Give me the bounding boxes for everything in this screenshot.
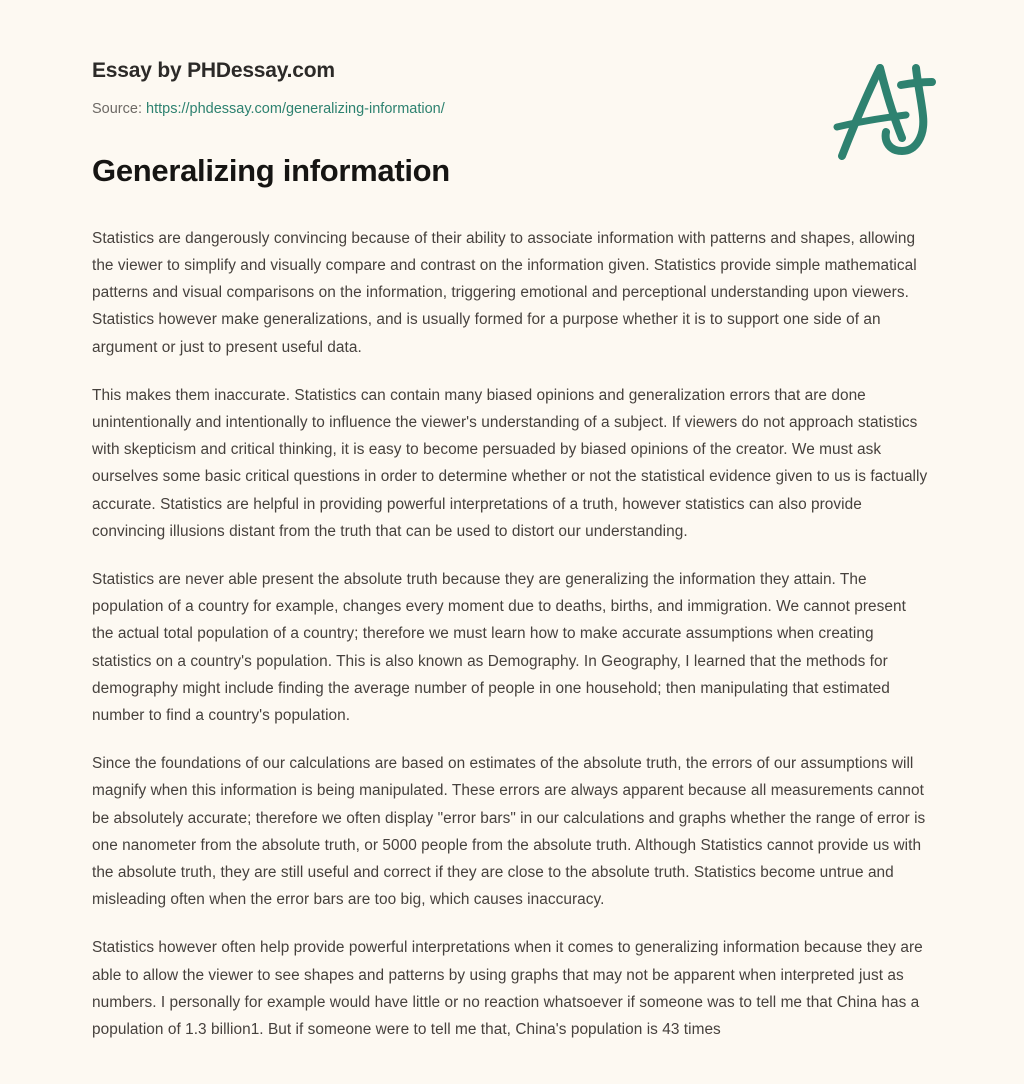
paragraph: This makes them inaccurate. Statistics can contain many biased opinions and generalization errors that are done unintentionally and intentionally to influence the viewer's understanding of a subject. If viewers do not approach statistics with skepticism and critical thinking, it is easy to become persuaded by biased opinions of the creator. We must ask ourselves some basic critical questions in order to determine whether or not the statistical evidence given to us is factually accurate. Statistics are helpful in providing powerful interpretations of a truth, however statistics can also provide convincing illusions distant from the truth that can be used to distort our understanding. [92,386,928,540]
brand-title: Essay by PHDessay.com [92,59,335,82]
paragraph: Statistics are dangerously convincing because of their ability to associate information with patterns and shapes, allowing the viewer to simplify and visually compare and contrast on the information given. Statistics provide simple mathematical patterns and visual comparisons on the information, triggering emotional and perceptional understanding upon viewers. Statistics however make generalizations, and is usually formed for a purpose whether it is to support one side of an argument or just to present useful data. [92,229,917,356]
paragraph: Statistics however often help provide powerful interpretations when it comes to generalizing information because they are able to allow the viewer to see shapes and patterns by using graphs that may not be apparent when interpreted just as numbers. I personally for example would have little or no reaction whatsoever if someone was to tell me that China has a population of 1.3 billion1. But if someone were to tell me that, China's population is 43 times [92,939,923,1039]
source-line [92,101,944,118]
paragraph: Since the foundations of our calculations are based on estimates of the absolute truth, the errors of our assumptions will magnify when this information is being manipulated. These errors are always apparent because all measurements cannot be absolutely accurate; therefore we often display "error bars" in our calculations and graphs whether the range of error is one nanometer from the absolute truth, or 5000 people from the absolute truth. Although Statistics cannot provide us with the absolute truth, they are still useful and correct if they are close to the absolute truth. Statistics become untrue and misleading often when the error bars are too big, which causes inaccuracy. [92,755,926,909]
document-body [0,152,1024,1043]
paragraph: Statistics are never able present the absolute truth because they are generalizing the information they attain. The population of a country for example, changes every moment due to deaths, births, and immigration. We cannot present the actual total population of a country; therefore we must learn how to make accurate assumptions when creating statistics on a country's population. This is also known as Demography. In Geography, I learned that the methods for demography might include finding the average number of people in one household; then manipulating that estimated number to find a country's population. [92,570,906,724]
source-url-link[interactable]: https://phdessay.com/generalizing-information/ [146,101,445,118]
a-plus-logo-icon [830,52,950,164]
source-label: Source: [92,101,142,118]
page-header [0,0,1024,152]
page-title: Generalizing information [92,153,450,188]
